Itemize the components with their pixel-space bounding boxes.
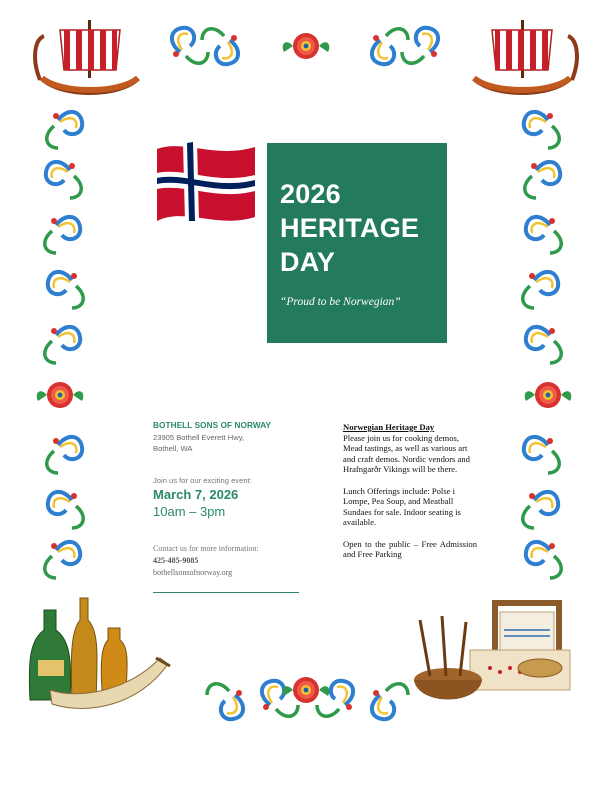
mead-bottles-icon bbox=[29, 598, 127, 700]
divider bbox=[153, 592, 299, 593]
tagline: “Proud to be Norwegian” bbox=[280, 296, 401, 308]
join-text: Join us for our exciting event: bbox=[153, 476, 252, 485]
event-time: 10am – 3pm bbox=[153, 504, 226, 519]
event-date: March 7, 2026 bbox=[153, 487, 239, 502]
title-day: DAY bbox=[280, 247, 336, 277]
weaving-loom-icon bbox=[470, 600, 570, 690]
address-line-2: Bothell, WA bbox=[153, 444, 193, 453]
viking-ship-icon bbox=[35, 20, 140, 95]
border-bottom bbox=[207, 677, 408, 719]
organization-name: BOTHELL SONS OF NORWAY bbox=[153, 421, 272, 430]
lunch-offerings: Lunch Offerings include: Polse i Lompe, Pea Soup, and Meatball Sundaes for sale. Indoor seating is available. bbox=[343, 485, 461, 528]
title-heritage: HERITAGE bbox=[280, 213, 420, 243]
border-left bbox=[37, 112, 84, 578]
norway-flag-icon bbox=[155, 141, 257, 229]
border-top bbox=[172, 28, 438, 64]
title-year: 2026 bbox=[280, 179, 341, 209]
title-block bbox=[267, 143, 447, 343]
viking-ship-icon bbox=[472, 20, 577, 95]
event-description bbox=[343, 422, 477, 570]
contact-text: Contact us for more information: bbox=[153, 544, 259, 553]
description-heading: Norwegian Heritage Day bbox=[343, 422, 435, 432]
address-line-1: 23905 Bothell Everett Hwy, bbox=[153, 433, 245, 442]
border-right bbox=[523, 112, 572, 578]
phone-number: 425-485-9085 bbox=[153, 556, 199, 565]
description-intro: Please join us for cooking demos, Mead tastings, as well as various art and craft demos. Nordic vendors and Hrafngarðr Vikings will be there. bbox=[343, 432, 470, 475]
admission-info: Open to the public – Free Admission and Free Parking bbox=[343, 538, 477, 560]
website-link[interactable]: bothellsonsofnorway.org bbox=[153, 568, 233, 577]
